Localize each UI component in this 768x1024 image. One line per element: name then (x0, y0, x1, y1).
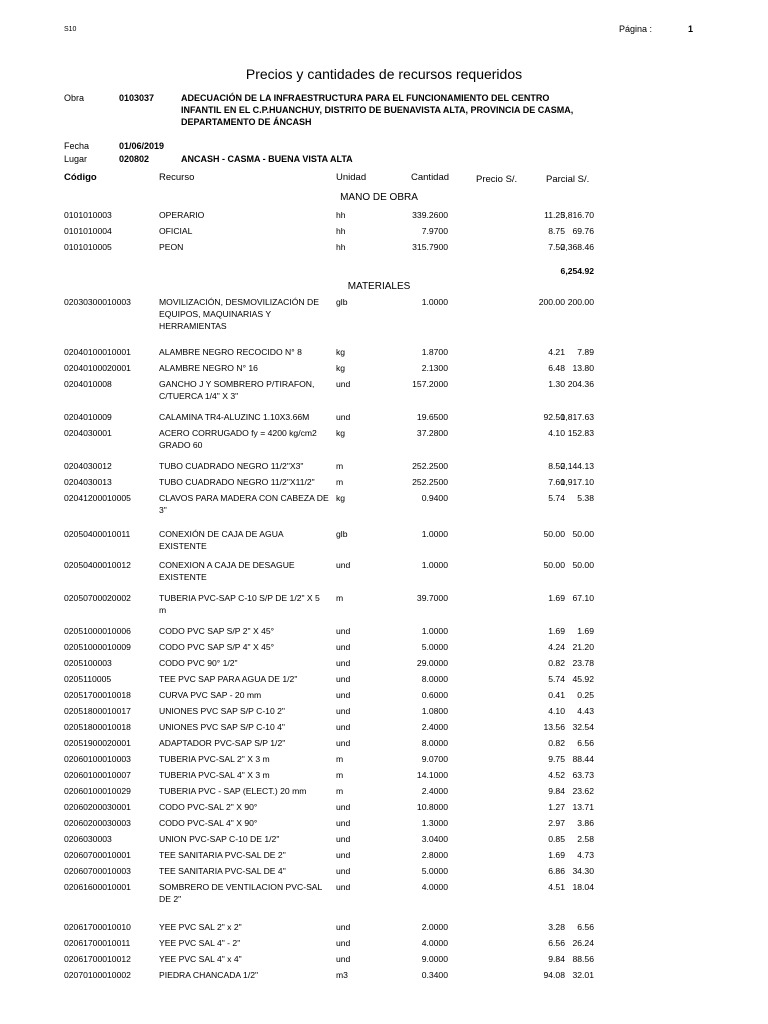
resource-price: 50.00 (543, 529, 565, 539)
resource-description: PIEDRA CHANCADA 1/2" (159, 970, 259, 980)
resource-unit: kg (336, 493, 346, 503)
resource-code: 02061700010012 (64, 954, 131, 964)
resource-price: 4.21 (548, 347, 565, 357)
resource-unit: und (336, 818, 351, 828)
resource-unit: und (336, 379, 351, 389)
resource-price: 9.75 (548, 754, 565, 764)
resource-unit: m (336, 786, 344, 796)
resource-price: 1.30 (548, 379, 565, 389)
lugar-description: ANCASH - CASMA - BUENA VISTA ALTA (181, 154, 353, 164)
resource-quantity: 0.6000 (421, 690, 448, 700)
resource-code: 0204030013 (64, 477, 112, 487)
resource-quantity: 1.0000 (421, 560, 448, 570)
resource-partial: 50.00 (572, 529, 594, 539)
resource-partial: 13.71 (572, 802, 594, 812)
resource-quantity: 339.2600 (412, 210, 448, 220)
resource-unit: und (336, 954, 351, 964)
resource-unit: und (336, 674, 351, 684)
resource-unit: m (336, 754, 344, 764)
resource-partial: 4.43 (577, 706, 594, 716)
resource-partial: 50.00 (572, 560, 594, 570)
resource-unit: hh (336, 210, 346, 220)
resource-unit: kg (336, 428, 346, 438)
page-number: 1 (688, 24, 694, 34)
resource-unit: kg (336, 347, 346, 357)
resource-code: 0101010003 (64, 210, 112, 220)
resource-unit: hh (336, 242, 346, 252)
resource-code: 02060100010007 (64, 770, 131, 780)
resource-code: 0101010004 (64, 226, 112, 236)
lugar-code: 020802 (119, 154, 150, 164)
resource-description: MOVILIZACIÓN, DESMOVILIZACIÓN DE EQUIPOS, MAQUINARIAS Y HERRAMIENTAS (159, 297, 319, 331)
resource-description: CODO PVC SAP S/P 4" X 45° (159, 642, 275, 652)
resource-code: 02060700010003 (64, 866, 131, 876)
resource-description: CODO PVC 90° 1/2" (159, 658, 238, 668)
resource-price: 2.97 (548, 818, 565, 828)
resource-description: SOMBRERO DE VENTILACION PVC-SAL DE 2" (159, 882, 322, 904)
resource-description: OFICIAL (159, 226, 193, 236)
resource-code: 0204010008 (64, 379, 112, 389)
resource-code: 02051000010006 (64, 626, 131, 636)
resource-quantity: 9.0700 (421, 754, 448, 764)
resource-quantity: 2.4000 (421, 722, 448, 732)
resource-unit: und (336, 560, 351, 570)
resource-price: 0.82 (548, 738, 565, 748)
resource-quantity: 1.0000 (421, 297, 448, 307)
resource-partial: 23.62 (572, 786, 594, 796)
section-title-materials: MATERIALES (347, 281, 411, 292)
resource-code: 02050400010011 (64, 529, 131, 539)
labor-total: 6,254.92 (560, 266, 594, 276)
resource-price: 8.50 (548, 461, 565, 471)
resource-unit: und (336, 938, 351, 948)
resource-price: 92.50 (543, 412, 565, 422)
resource-partial: 1,817.63 (560, 412, 594, 422)
resource-partial: 34.30 (572, 866, 594, 876)
resource-unit: kg (336, 363, 346, 373)
resource-quantity: 37.2800 (416, 428, 448, 438)
page-title: Precios y cantidades de recursos requeridos (245, 66, 523, 82)
resource-partial: 23.78 (572, 658, 594, 668)
resource-description: CONEXIÓN DE CAJA DE AGUA EXISTENTE (159, 529, 284, 551)
resource-description: TUBERIA PVC-SAL 4" X 3 m (159, 770, 270, 780)
resource-price: 6.48 (548, 363, 565, 373)
resource-price: 1.69 (548, 626, 565, 636)
resource-quantity: 1.8700 (421, 347, 448, 357)
resource-price: 0.41 (548, 690, 565, 700)
resource-price: 4.24 (548, 642, 565, 652)
resource-partial: 18.04 (572, 882, 594, 892)
resource-price: 6.86 (548, 866, 565, 876)
resource-quantity: 157.2000 (412, 379, 448, 389)
resource-code: 0204030012 (64, 461, 112, 471)
resource-description: TEE PVC SAP PARA AGUA DE 1/2" (159, 674, 298, 684)
col-header-qty: Cantidad (411, 172, 450, 183)
resource-unit: und (336, 802, 351, 812)
resource-code: 02070100010002 (64, 970, 131, 980)
col-header-code: Código (64, 172, 97, 183)
resource-code: 02061700010010 (64, 922, 131, 932)
resource-price: 4.52 (548, 770, 565, 780)
resource-partial: 0.25 (577, 690, 594, 700)
resource-quantity: 9.0000 (421, 954, 448, 964)
resource-quantity: 4.0000 (421, 938, 448, 948)
resource-quantity: 14.1000 (416, 770, 448, 780)
resource-description: TUBO CUADRADO NEGRO 11/2"X3" (159, 461, 304, 471)
resource-price: 9.84 (548, 954, 565, 964)
resource-quantity: 1.3000 (421, 818, 448, 828)
resource-price: 11.25 (544, 210, 565, 220)
resource-partial: 152.83 (567, 428, 594, 438)
resource-unit: m3 (336, 970, 348, 980)
resource-quantity: 7.9700 (421, 226, 448, 236)
resource-code: 02061700010011 (64, 938, 131, 948)
resource-description: ACERO CORRUGADO fy = 4200 kg/cm2 GRADO 60 (159, 428, 317, 450)
sheet-code: S10 (64, 26, 77, 33)
resource-quantity: 252.2500 (412, 477, 448, 487)
obra-description: ADECUACIÓN DE LA INFRAESTRUCTURA PARA EL FUNCIONAMIENTO DEL CENTRO INFANTIL EN EL C.P.HUANCHUY, DISTRITO DE BUENAVISTA ALTA, PROVINCIA DE CASMA, DEPARTAMENTO DE ÁNCASH (181, 93, 574, 127)
resource-partial: 200.00 (567, 297, 594, 307)
resource-description: ADAPTADOR PVC-SAP S/P 1/2" (159, 738, 286, 748)
resource-price: 8.75 (548, 226, 565, 236)
resource-code: 02041200010005 (64, 493, 131, 503)
resource-description: ALAMBRE NEGRO N° 16 (159, 363, 258, 373)
resource-code: 0206030003 (64, 834, 112, 844)
resource-code: 02040100020001 (64, 363, 131, 373)
resource-description: TEE SANITARIA PVC-SAL DE 2" (159, 850, 286, 860)
resource-code: 0204030001 (64, 428, 112, 438)
resource-description: TEE SANITARIA PVC-SAL DE 4" (159, 866, 286, 876)
resource-unit: und (336, 866, 351, 876)
resource-price: 7.50 (548, 242, 565, 252)
resource-description: UNIONES PVC SAP S/P C-10 4" (159, 722, 285, 732)
resource-description: CURVA PVC SAP - 20 mm (159, 690, 262, 700)
resource-quantity: 2.4000 (421, 786, 448, 796)
resource-quantity: 2.0000 (421, 922, 448, 932)
resource-description: ALAMBRE NEGRO RECOCIDO N° 8 (159, 347, 302, 357)
resource-code: 0205110005 (64, 674, 112, 684)
resource-price: 4.10 (548, 706, 565, 716)
resource-code: 02060700010001 (64, 850, 131, 860)
resource-code: 0204010009 (64, 412, 112, 422)
resource-code: 02060100010003 (64, 754, 131, 764)
resource-description: OPERARIO (159, 210, 205, 220)
resource-unit: und (336, 658, 351, 668)
resource-partial: 2,144.13 (560, 461, 594, 471)
resource-unit: m (336, 593, 344, 603)
resource-unit: m (336, 477, 344, 487)
resource-quantity: 2.1300 (421, 363, 448, 373)
resource-partial: 4.73 (577, 850, 594, 860)
obra-code: 0103037 (119, 93, 155, 103)
resource-unit: und (336, 642, 351, 652)
resource-partial: 32.54 (572, 722, 594, 732)
resource-quantity: 29.0000 (416, 658, 448, 668)
resource-code: 02060200030003 (64, 818, 131, 828)
resource-code: 02051700010018 (64, 690, 131, 700)
resource-code: 02051000010009 (64, 642, 131, 652)
resource-unit: glb (336, 529, 348, 539)
resource-price: 50.00 (543, 560, 565, 570)
resource-description: CODO PVC-SAL 4" X 90° (159, 818, 258, 828)
resource-code: 02051900020001 (64, 738, 131, 748)
resource-price: 5.74 (548, 493, 565, 503)
resource-partial: 5.38 (577, 493, 594, 503)
resource-description: UNIONES PVC SAP S/P C-10 2" (159, 706, 285, 716)
resource-partial: 21.20 (572, 642, 594, 652)
resource-description: TUBERIA PVC - SAP (ELECT.) 20 mm (159, 786, 307, 796)
resource-partial: 67.10 (572, 593, 594, 603)
resource-partial: 45.92 (572, 674, 594, 684)
resource-description: UNION PVC-SAP C-10 DE 1/2" (159, 834, 280, 844)
resource-quantity: 1.0000 (421, 626, 448, 636)
resource-unit: m (336, 770, 344, 780)
resource-quantity: 5.0000 (421, 866, 448, 876)
resource-quantity: 2.8000 (421, 850, 448, 860)
resource-code: 02040100010001 (64, 347, 131, 357)
resource-quantity: 5.0000 (421, 642, 448, 652)
resource-partial: 63.73 (572, 770, 594, 780)
resource-price: 9.84 (548, 786, 565, 796)
resource-quantity: 19.6500 (416, 412, 448, 422)
resource-price: 0.82 (548, 658, 565, 668)
resource-unit: hh (336, 226, 346, 236)
resource-unit: und (336, 690, 351, 700)
resource-partial: 13.80 (572, 363, 594, 373)
resource-description: CALAMINA TR4-ALUZINC 1.10X3.66M (159, 412, 310, 422)
resource-quantity: 0.9400 (421, 493, 448, 503)
resource-description: YEE PVC SAL 2" x 2" (159, 922, 242, 932)
resource-unit: und (336, 722, 351, 732)
resource-unit: glb (336, 297, 348, 307)
resource-description: TUBO CUADRADO NEGRO 11/2"X11/2" (159, 477, 315, 487)
resource-code: 02061600010001 (64, 882, 131, 892)
resource-code: 02050700020002 (64, 593, 131, 603)
resource-unit: und (336, 706, 351, 716)
resource-partial: 2.58 (577, 834, 594, 844)
resource-partial: 32.01 (572, 970, 594, 980)
resource-quantity: 1.0000 (421, 529, 448, 539)
resource-quantity: 4.0000 (421, 882, 448, 892)
resource-description: CODO PVC-SAL 2" X 90° (159, 802, 258, 812)
resource-partial: 3,816.70 (560, 210, 594, 220)
col-header-partial: Parcial S/. (546, 174, 590, 185)
resource-partial: 2,368.46 (560, 242, 594, 252)
col-header-unit: Unidad (336, 172, 367, 183)
resource-description: CONEXION A CAJA DE DESAGUE EXISTENTE (159, 560, 295, 582)
fecha-label: Fecha (64, 141, 90, 151)
resource-code: 0205100003 (64, 658, 112, 668)
resource-partial: 69.76 (572, 226, 594, 236)
resource-quantity: 8.0000 (421, 738, 448, 748)
section-title-labor: MANO DE OBRA (340, 192, 418, 203)
resource-partial: 1.69 (577, 626, 594, 636)
resource-description: PEON (159, 242, 184, 252)
resource-price: 1.69 (548, 593, 565, 603)
resource-code: 02050400010012 (64, 560, 131, 570)
resource-price: 6.56 (548, 938, 565, 948)
resource-code: 0101010005 (64, 242, 112, 252)
resource-price: 3.28 (548, 922, 565, 932)
resource-unit: und (336, 882, 351, 892)
resource-partial: 6.56 (577, 922, 594, 932)
lugar-label: Lugar (64, 154, 88, 164)
resource-price: 7.60 (548, 477, 565, 487)
resource-quantity: 39.7000 (416, 593, 448, 603)
resource-description: GANCHO J Y SOMBRERO P/TIRAFON, C/TUERCA 1/4" X 3" (159, 379, 315, 401)
resource-price: 94.08 (543, 970, 565, 980)
resource-quantity: 1.0800 (421, 706, 448, 716)
resource-price: 200.00 (538, 297, 565, 307)
resource-description: YEE PVC SAL 4" x 4" (159, 954, 242, 964)
resource-partial: 26.24 (572, 938, 594, 948)
resource-unit: und (336, 834, 351, 844)
resource-partial: 88.56 (572, 954, 594, 964)
resource-price: 4.51 (548, 882, 565, 892)
resource-quantity: 3.0400 (421, 834, 448, 844)
resource-unit: und (336, 626, 351, 636)
resource-unit: und (336, 412, 351, 422)
resource-code: 02051800010017 (64, 706, 131, 716)
resource-partial: 6.56 (577, 738, 594, 748)
resource-quantity: 8.0000 (421, 674, 448, 684)
resource-partial: 204.36 (567, 379, 594, 389)
resource-price: 4.10 (548, 428, 565, 438)
resource-description: TUBERIA PVC-SAL 2" X 3 m (159, 754, 270, 764)
resource-unit: m (336, 461, 344, 471)
resource-code: 02051800010018 (64, 722, 131, 732)
page-label: Página : (619, 24, 653, 34)
resource-description: CODO PVC SAP S/P 2" X 45° (159, 626, 275, 636)
obra-label: Obra (64, 93, 85, 103)
resource-unit: und (336, 738, 351, 748)
resource-partial: 1,917.10 (560, 477, 594, 487)
resource-description: CLAVOS PARA MADERA CON CABEZA DE 3" (159, 493, 329, 515)
resource-quantity: 10.8000 (416, 802, 448, 812)
resource-partial: 3.86 (577, 818, 594, 828)
col-header-resource: Recurso (159, 172, 195, 183)
resource-partial: 7.89 (577, 347, 594, 357)
resource-description: YEE PVC SAL 4" - 2" (159, 938, 241, 948)
resource-price: 5.74 (548, 674, 565, 684)
resource-code: 02030300010003 (64, 297, 131, 307)
resource-description: TUBERIA PVC-SAP C-10 S/P DE 1/2" X 5 m (159, 593, 320, 615)
resource-price: 1.69 (548, 850, 565, 860)
resource-unit: und (336, 922, 351, 932)
resource-price: 13.56 (543, 722, 565, 732)
resource-unit: und (336, 850, 351, 860)
resource-quantity: 252.2500 (412, 461, 448, 471)
resource-partial: 88.44 (572, 754, 594, 764)
resource-quantity: 315.7900 (412, 242, 448, 252)
col-header-price: Precio S/. (476, 174, 518, 185)
resource-price: 0.85 (548, 834, 565, 844)
resource-code: 02060200030001 (64, 802, 131, 812)
resource-code: 02060100010029 (64, 786, 131, 796)
resource-quantity: 0.3400 (421, 970, 448, 980)
resource-price: 1.27 (548, 802, 565, 812)
fecha-value: 01/06/2019 (119, 141, 165, 151)
